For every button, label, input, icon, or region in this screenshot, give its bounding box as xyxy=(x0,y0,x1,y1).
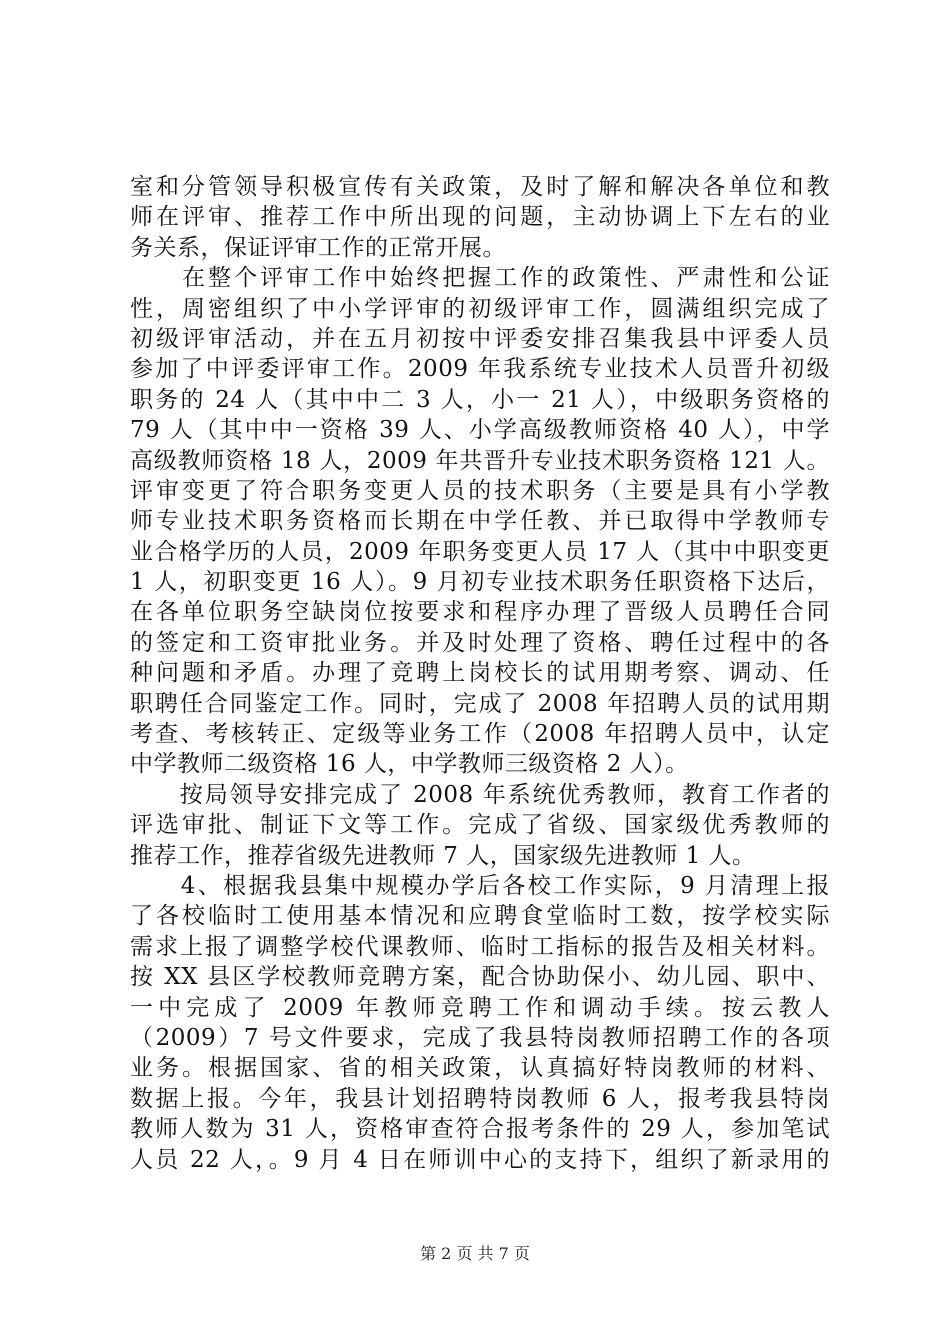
text-line: 职聘任合同鉴定工作。同时，完成了 2008 年招聘人员的试用期 xyxy=(130,690,830,717)
text-line: 中学教师二级资格 16 人，中学教师三级资格 2 人）。 xyxy=(130,751,689,778)
text-line: 性，周密组织了中小学评审的初级评审工作，圆满组织完成了 xyxy=(130,295,830,322)
text-line: 教师人数为 31 人，资格审查符合报考条件的 29 人，参加笔试 xyxy=(130,1116,830,1143)
text-line: 在整个评审工作中始终把握工作的政策性、严肃性和公证 xyxy=(130,265,830,292)
text-line: 评审变更了符合职务变更人员的技术职务（主要是具有小学教 xyxy=(130,477,830,504)
text-line: 职务的 24 人（其中中二 3 人，小一 21 人），中级职务资格的 xyxy=(130,386,830,413)
text-line: 高级教师资格 18 人，2009 年共晋升专业技术职务资格 121 人。 xyxy=(130,447,830,474)
text-line: 初级评审活动，并在五月初按中评委安排召集我县中评委人员 xyxy=(130,325,830,352)
text-line: 推荐工作，推荐省级先进教师 7 人，国家级先进教师 1 人。 xyxy=(130,842,756,869)
text-line: 务关系，保证评审工作的正常开展。 xyxy=(130,234,506,261)
text-line: 种问题和矛盾。办理了竞聘上岗校长的试用期考察、调动、任 xyxy=(130,660,830,687)
text-line: 在各单位职务空缺岗位按要求和程序办理了晋级人员聘任合同 xyxy=(130,599,830,626)
text-line: 师在评审、推荐工作中所出现的问题，主动协调上下左右的业 xyxy=(130,204,830,231)
page-number-footer: 第 2 页 共 7 页 xyxy=(420,1244,530,1263)
text-line: 的签定和工资审批业务。并及时处理了资格、聘任过程中的各 xyxy=(130,629,830,656)
text-line: 79 人（其中中一资格 39 人、小学高级教师资格 40 人），中学 xyxy=(130,417,830,444)
text-line: 1 人，初职变更 16 人）。9 月初专业技术职务任职资格下达后， xyxy=(130,569,830,596)
text-line: 了各校临时工使用基本情况和应聘食堂临时工数，按学校实际 xyxy=(130,903,830,930)
text-line: （2009）7 号文件要求，完成了我县特岗教师招聘工作的各项 xyxy=(130,1024,830,1051)
text-line: 人员 22 人，。9 月 4 日在师训中心的支持下，组织了新录用的 xyxy=(130,1146,830,1173)
text-line: 4、根据我县集中规模办学后各校工作实际，9 月清理上报 xyxy=(130,872,830,899)
text-line: 参加了中评委评审工作。2009 年我系统专业技术人员晋升初级 xyxy=(130,356,830,383)
text-line: 需求上报了调整学校代课教师、临时工指标的报告及相关材料。 xyxy=(130,933,830,960)
text-line: 师专业技术职务资格而长期在中学任教、并已取得中学教师专 xyxy=(130,508,830,535)
text-line: 考查、考核转正、定级等业务工作（2008 年招聘人员中，认定 xyxy=(130,721,830,748)
text-line: 业合格学历的人员，2009 年职务变更人员 17 人（其中中职变更 xyxy=(130,538,830,565)
text-line: 一中完成了 2009 年教师竞聘工作和调动手续。按云教人 xyxy=(130,994,830,1021)
text-line: 按 XX 县区学校教师竞聘方案，配合协助保小、幼儿园、职中、 xyxy=(130,964,830,991)
text-line: 业务。根据国家、省的相关政策，认真搞好特岗教师的材料、 xyxy=(130,1055,830,1082)
document-body xyxy=(130,172,830,1175)
text-line: 室和分管领导积极宣传有关政策，及时了解和解决各单位和教 xyxy=(130,174,830,200)
text-line: 评选审批、制证下文等工作。完成了省级、国家级优秀教师的 xyxy=(130,812,830,839)
text-line: 按局领导安排完成了 2008 年系统优秀教师，教育工作者的 xyxy=(130,781,830,808)
text-line: 数据上报。今年，我县计划招聘特岗教师 6 人，报考我县特岗 xyxy=(130,1085,830,1112)
